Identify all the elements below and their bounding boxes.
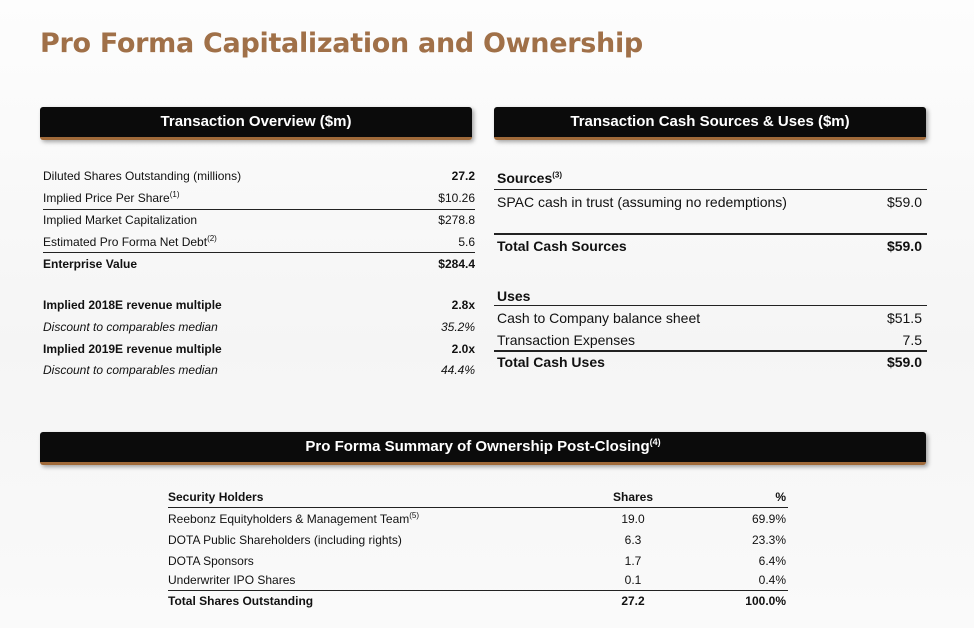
- enterprise-value-label: Enterprise Value: [43, 257, 138, 271]
- column-header-holder: Security Holders: [168, 490, 264, 504]
- divider: [168, 590, 788, 591]
- discount-value: 35.2%: [440, 320, 475, 334]
- multiple-label: Implied 2018E revenue multiple: [43, 298, 222, 312]
- overview-row: [43, 233, 475, 251]
- use-value: 7.5: [902, 332, 922, 348]
- overview-row-value: $278.8: [438, 213, 475, 227]
- holder-shares: 19.0: [621, 512, 645, 526]
- uses-heading: Uses: [497, 288, 531, 304]
- discount-value: 44.4%: [440, 363, 475, 377]
- divider: [494, 233, 927, 235]
- holder-name: DOTA Sponsors: [168, 554, 254, 568]
- source-value: $59.0: [886, 194, 922, 210]
- holder-shares: 0.1: [624, 573, 642, 587]
- use-row: [497, 330, 922, 350]
- holder-name: DOTA Public Shareholders (including rights): [168, 533, 402, 547]
- overview-row-label: Implied Price Per Share$^{(1)}$: [43, 190, 180, 205]
- overview-row: [43, 167, 475, 185]
- transaction-overview-header: [40, 107, 472, 140]
- multiple-row: [43, 296, 475, 314]
- sources-heading: Sources$^{(3)}$: [497, 170, 563, 186]
- discount-label: Discount to comparables median: [43, 320, 218, 334]
- multiple-value: 2.8x: [451, 298, 475, 312]
- discount-row: [43, 361, 475, 379]
- ownership-table-header: [168, 488, 786, 506]
- use-label: Cash to Company balance sheet: [497, 310, 701, 326]
- ownership-header-label: Pro Forma Summary of Ownership Post-Closing$^{(4)}$: [305, 437, 661, 455]
- sources-uses-header: [494, 107, 926, 140]
- overview-row-label: Implied Market Capitalization: [43, 213, 198, 227]
- holder-shares: 6.3: [624, 533, 642, 547]
- column-header-shares: Shares: [612, 490, 654, 504]
- holder-pct: 23.3%: [751, 533, 786, 547]
- divider: [43, 209, 475, 210]
- table-row: [168, 571, 786, 589]
- overview-row-value: 27.2: [451, 169, 475, 183]
- overview-row-value: $10.26: [438, 191, 475, 205]
- page-title: Pro Forma Capitalization and Ownership: [40, 28, 643, 59]
- total-pct: 100.0%: [745, 594, 786, 608]
- total-uses-value: $59.0: [886, 354, 922, 370]
- discount-label: Discount to comparables median: [43, 363, 218, 377]
- table-row: [168, 552, 786, 570]
- overview-total-row: [43, 255, 475, 273]
- holder-pct: 6.4%: [758, 554, 786, 568]
- sources-uses-header-label: Transaction Cash Sources & Uses ($m): [570, 113, 850, 130]
- overview-row-value: 5.6: [458, 235, 475, 249]
- total-sources-value: $59.0: [886, 238, 922, 254]
- table-row: [168, 510, 786, 528]
- table-row: [168, 531, 786, 549]
- ownership-header: [40, 432, 926, 465]
- total-sources-row: [497, 236, 922, 256]
- enterprise-value: $284.4: [438, 257, 475, 271]
- use-row: [497, 308, 922, 328]
- divider: [168, 507, 788, 508]
- multiple-label: Implied 2019E revenue multiple: [43, 342, 222, 356]
- use-value: $51.5: [886, 310, 922, 326]
- holder-pct: 69.9%: [751, 512, 786, 526]
- overview-row-label: Estimated Pro Forma Net Debt$^{(2)}$: [43, 234, 217, 249]
- total-shares: 27.2: [621, 594, 645, 608]
- source-row: [497, 192, 922, 212]
- overview-row-label: Diluted Shares Outstanding (millions): [43, 169, 242, 183]
- total-label: Total Shares Outstanding: [168, 594, 314, 608]
- divider: [494, 189, 927, 190]
- transaction-overview-header-label: Transaction Overview ($m): [160, 113, 352, 130]
- use-label: Transaction Expenses: [497, 332, 635, 348]
- total-uses-label: Total Cash Uses: [497, 354, 605, 370]
- column-header-pct: %: [775, 490, 786, 504]
- multiple-value: 2.0x: [451, 342, 475, 356]
- overview-row: [43, 211, 475, 229]
- total-row: [168, 592, 786, 610]
- holder-name: Reebonz Equityholders & Management Team$^{(5)}$: [168, 511, 420, 526]
- source-label: SPAC cash in trust (assuming no redemptions): [497, 194, 787, 210]
- overview-row: [43, 189, 475, 207]
- holder-pct: 0.4%: [758, 573, 786, 587]
- holder-shares: 1.7: [624, 554, 642, 568]
- total-uses-row: [497, 352, 922, 372]
- divider: [43, 252, 475, 253]
- holder-name: Underwriter IPO Shares: [168, 573, 296, 587]
- discount-row: [43, 318, 475, 336]
- multiple-row: [43, 340, 475, 358]
- total-sources-label: Total Cash Sources: [497, 238, 627, 254]
- divider: [494, 305, 927, 306]
